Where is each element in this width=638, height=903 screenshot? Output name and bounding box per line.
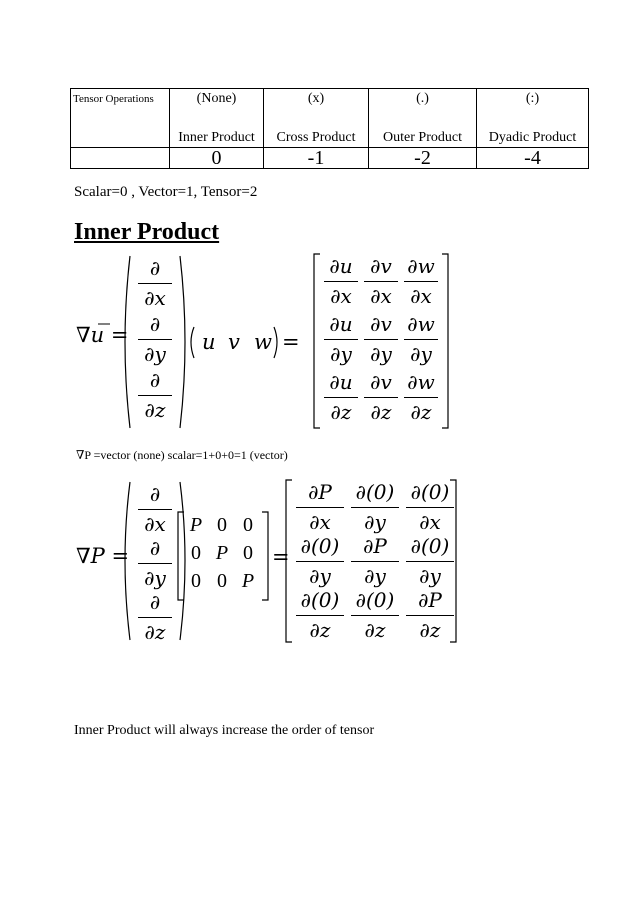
fraction-numerator: ∂ [149,256,161,280]
fraction-denominator: ∂z [364,618,386,642]
table-header-inner [170,89,264,148]
fraction-numerator: ∂(0) [355,480,395,504]
table-header-dyadic [477,89,589,148]
result-entry [296,534,344,588]
matrix-entry: 0 [243,542,253,564]
conclusion-text: Inner Product will always increase the order of tensor [74,723,375,738]
result-entry [406,534,454,588]
matrix-entry: 0 [191,570,201,592]
fraction-bar [296,561,344,562]
fraction-denominator: ∂x [330,284,352,308]
operator-d-dy [138,536,172,590]
operator-d-dy [138,312,172,366]
fraction-denominator: ∂z [410,400,432,424]
fraction-numerator: ∂u [329,370,353,394]
fraction-denominator: ∂y [330,342,352,366]
equation-gradient-pressure [76,476,576,646]
table-header-cross [264,89,369,148]
fraction-denominator: ∂z [144,398,166,422]
result-entry [364,370,398,424]
fraction-numerator: ∂(0) [410,534,450,558]
operator-d-dz [138,368,172,422]
fraction-denominator: ∂x [410,284,432,308]
fraction-numerator: ∂P [363,534,387,558]
order-change-value: -2 [369,148,477,169]
result-entry [324,370,358,424]
equals-sign: = [272,545,290,569]
matrix-entry: 0 [243,514,253,536]
matrix-entry: 0 [217,570,227,592]
result-entry [404,370,438,424]
fraction-bar [364,281,398,282]
fraction-bar [324,397,358,398]
order-change-value: -4 [477,148,589,169]
fraction-denominator: ∂x [370,284,392,308]
matrix-entry: 0 [191,542,201,564]
fraction-numerator: ∂P [308,480,332,504]
operator-d-dx [138,482,172,536]
operation-symbol: (:) [525,91,540,106]
fraction-numerator: ∂w [407,312,435,336]
fraction-bar [406,615,454,616]
matrix-entry: P [215,542,229,564]
fraction-bar [351,615,399,616]
tensor-orders-line: Scalar=0 , Vector=1, Tensor=2 [74,184,258,200]
operation-name: Inner Product [178,130,255,145]
operator-d-dz [138,590,172,644]
fraction-numerator: ∂(0) [300,588,340,612]
fraction-denominator: ∂z [309,618,331,642]
table-value-row [71,148,589,169]
fraction-denominator: ∂x [309,510,331,534]
fraction-denominator: ∂z [419,618,441,642]
vector-component-w: w [254,330,272,354]
fraction-bar [351,561,399,562]
table-empty-cell [71,148,170,169]
fraction-denominator: ∂x [144,512,166,536]
fraction-denominator: ∂x [144,286,166,310]
fraction-bar [324,339,358,340]
fraction-numerator: ∂v [370,370,392,394]
equals-sign: = [282,330,300,354]
result-entry [364,312,398,366]
fraction-numerator: ∂w [407,254,435,278]
fraction-denominator: ∂y [309,564,331,588]
result-entry [296,480,344,534]
fraction-bar [404,339,438,340]
fraction-bar [364,339,398,340]
fraction-denominator: ∂z [370,400,392,424]
fraction-bar [364,397,398,398]
gradient-order-note: ∇P =vector (none) scalar=1+0+0=1 (vector) [76,448,288,462]
fraction-denominator: ∂y [144,566,166,590]
fraction-numerator: ∂ [149,312,161,336]
operation-name: Dyadic Product [488,130,577,145]
fraction-numerator: ∂ [149,482,161,506]
fraction-denominator: ∂y [364,510,386,534]
result-entry [404,254,438,308]
result-entry [351,588,399,642]
fraction-bar [296,507,344,508]
vector-component-v: v [228,330,240,354]
equation-gradient-velocity [76,250,576,435]
fraction-bar [406,561,454,562]
section-heading: Inner Product [74,219,220,245]
result-entry [406,480,454,534]
operation-symbol: (x) [307,91,325,106]
fraction-bar [404,397,438,398]
fraction-numerator: ∂ [149,536,161,560]
result-entry [296,588,344,642]
fraction-denominator: ∂z [330,400,352,424]
fraction-bar [296,615,344,616]
fraction-bar [138,617,172,618]
fraction-numerator: ∂ [149,368,161,392]
fraction-bar [138,509,172,510]
fraction-denominator: ∂y [410,342,432,366]
fraction-bar [138,395,172,396]
fraction-denominator: ∂y [370,342,392,366]
fraction-denominator: ∂z [144,620,166,644]
fraction-bar [138,563,172,564]
result-entry [351,534,399,588]
fraction-numerator: ∂(0) [355,588,395,612]
result-entry [324,312,358,366]
fraction-bar [406,507,454,508]
equation-lhs: ∇u = [76,323,129,347]
fraction-numerator: ∂ [149,590,161,614]
table-corner-cell: Tensor Operations [71,89,170,148]
result-entry [324,254,358,308]
fraction-numerator: ∂v [370,312,392,336]
result-entry [364,254,398,308]
result-entry [404,312,438,366]
order-change-value: 0 [170,148,264,169]
matrix-entry: 0 [217,514,227,536]
matrix-entry: P [241,570,255,592]
fraction-bar [138,283,172,284]
fraction-numerator: ∂(0) [410,480,450,504]
fraction-numerator: ∂u [329,312,353,336]
fraction-bar [404,281,438,282]
result-entry [406,588,454,642]
fraction-numerator: ∂v [370,254,392,278]
fraction-denominator: ∂y [419,564,441,588]
table-header-row [71,89,589,148]
fraction-denominator: ∂y [144,342,166,366]
fraction-numerator: ∂P [418,588,442,612]
fraction-bar [138,339,172,340]
fraction-numerator: ∂w [407,370,435,394]
table-header-outer [369,89,477,148]
fraction-numerator: ∂(0) [300,534,340,558]
operation-symbol: (.) [416,91,429,106]
result-entry [351,480,399,534]
equation-lhs: ∇P = [76,544,130,568]
operations-table [70,88,589,169]
fraction-denominator: ∂x [419,510,441,534]
operation-name: Cross Product [276,130,356,145]
operator-d-dx [138,256,172,310]
fraction-bar [351,507,399,508]
order-change-value: -1 [264,148,369,169]
fraction-numerator: ∂u [329,254,353,278]
operation-symbol: (None) [196,91,237,106]
fraction-bar [324,281,358,282]
vector-component-u: u [202,330,216,354]
matrix-entry: P [189,514,203,536]
operation-name: Outer Product [383,130,462,145]
fraction-denominator: ∂y [364,564,386,588]
